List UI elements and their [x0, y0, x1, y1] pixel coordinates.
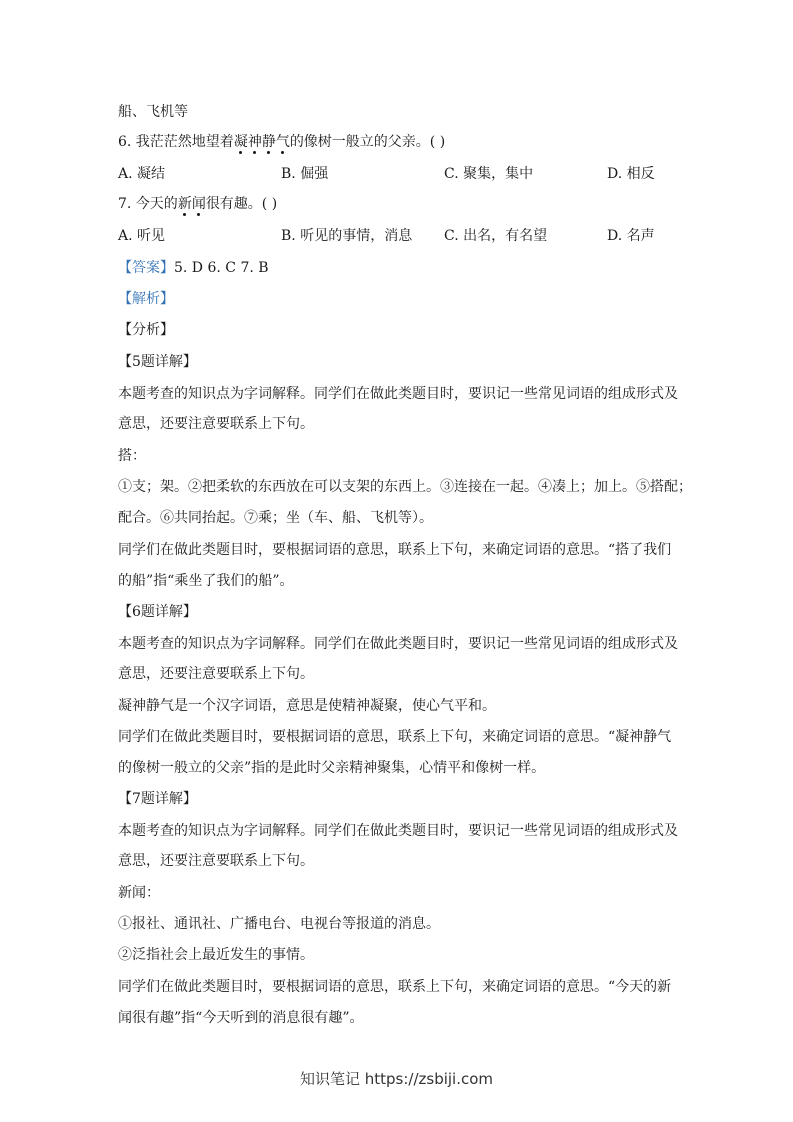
- text-line: 船、飞机等: [118, 104, 188, 120]
- text-line: 搭：: [118, 448, 146, 464]
- question-text: 的像树一般立的父亲。( ): [289, 134, 446, 150]
- option-c: C. 聚集，集中: [444, 166, 534, 182]
- text-line: ①报社、通讯社、广播电台、电视台等报道的消息。: [118, 916, 440, 932]
- text-line: 的像树一般立的父亲”指的是此时父亲精神聚集，心情平和像树一样。: [118, 760, 546, 776]
- section-heading: 【6题详解】: [118, 604, 197, 620]
- question-7: [118, 194, 277, 214]
- option-a: A. 凝结: [118, 166, 166, 182]
- text-line: 新闻：: [118, 885, 160, 901]
- answer-line: [118, 258, 269, 278]
- text-line: 本题考查的知识点为字词解释。同学们在做此类题目时，要识记一些常见词语的组成形式及: [118, 386, 678, 402]
- section-heading: 【分析】: [118, 322, 174, 338]
- emphasized-char: 静: [261, 134, 276, 150]
- emphasized-char: 气: [275, 134, 290, 150]
- text-line: 意思，还要注意要联系上下句。: [118, 853, 314, 869]
- emphasized-char: 新: [177, 196, 192, 212]
- text-line: 闻很有趣”指“今天听到的消息很有趣”。: [118, 1010, 364, 1026]
- analysis-tag: 【解析】: [118, 291, 174, 307]
- option-c: C. 出名，有名望: [444, 228, 548, 244]
- text-line: ②泛指社会上最近发生的事情。: [118, 947, 314, 963]
- text-line: 本题考查的知识点为字词解释。同学们在做此类题目时，要识记一些常见词语的组成形式及: [118, 636, 678, 652]
- text-line: 配合。⑥共同抬起。⑦乘；坐（车、船、飞机等）。: [118, 510, 433, 526]
- emphasized-char: 神: [247, 134, 262, 150]
- answer-text: 5. D 6. C 7. B: [174, 260, 269, 276]
- section-heading: 【7题详解】: [118, 791, 197, 807]
- text-line: ①支；架。②把柔软的东西放在可以支架的东西上。③连接在一起。④凑上；加上。⑤搭配；: [118, 479, 692, 495]
- option-d: D. 名声: [607, 228, 655, 244]
- option-b: B. 听见的事情，消息: [281, 228, 413, 244]
- question-text: 7. 今天的: [118, 196, 178, 212]
- section-heading: 【5题详解】: [118, 354, 197, 370]
- text-line: 同学们在做此类题目时，要根据词语的意思，联系上下句，来确定词语的意思。“凝神静气: [118, 729, 672, 745]
- option-d: D. 相反: [607, 166, 655, 182]
- text-line: 同学们在做此类题目时，要根据词语的意思，联系上下句，来确定词语的意思。“今天的新: [118, 979, 672, 995]
- text-line: 的船”指“乘坐了我们的船”。: [118, 573, 294, 589]
- text-line: 同学们在做此类题目时，要根据词语的意思，联系上下句，来确定词语的意思。“搭了我们: [118, 542, 672, 558]
- text-line: 本题考查的知识点为字词解释。同学们在做此类题目时，要识记一些常见词语的组成形式及: [118, 823, 678, 839]
- question-text: 6. 我茫茫然地望着: [118, 134, 234, 150]
- footer-watermark: 知识笔记 https://zsbiji.com: [299, 1070, 494, 1088]
- emphasized-char: 闻: [191, 196, 206, 212]
- answer-tag: 【答案】: [118, 260, 174, 276]
- text-line: 意思，还要注意要联系上下句。: [118, 666, 314, 682]
- option-a: A. 听见: [118, 228, 166, 244]
- text-line: 凝神静气是一个汉字词语，意思是使精神凝聚，使心气平和。: [118, 698, 496, 714]
- emphasized-char: 凝: [233, 134, 248, 150]
- text-line: 意思，还要注意要联系上下句。: [118, 416, 314, 432]
- question-6: [118, 132, 445, 152]
- question-text: 很有趣。( ): [205, 196, 278, 212]
- option-b: B. 倔强: [281, 166, 329, 182]
